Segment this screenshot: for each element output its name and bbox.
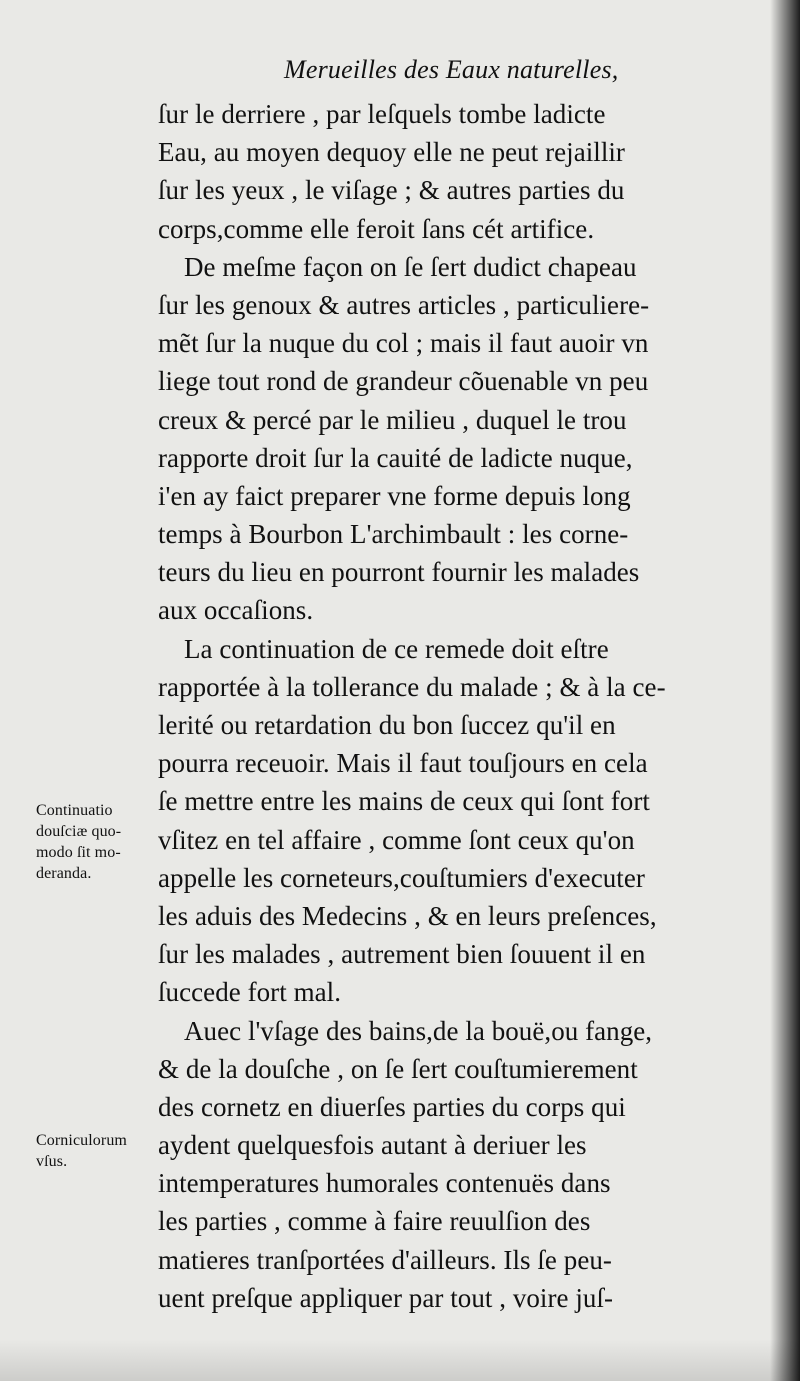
text-line: ſur les malades , autrement bien ſouuent il en: [158, 939, 646, 970]
text-line: corps,comme elle feroit ſans cét artifice.: [158, 213, 595, 244]
text-line: les parties , comme à faire reuulſion des: [158, 1206, 591, 1237]
page-edge-shadow: [770, 0, 800, 1381]
text-line: Eau, au moyen dequoy elle ne peut rejaillir: [158, 137, 625, 168]
paragraph-start-line: De meſme façon on ſe ſert dudict chapeau: [184, 251, 637, 282]
margin-note-line: vſus.: [36, 1153, 68, 1170]
paragraph-start-line: La continuation de ce remede doit eſtre: [184, 633, 609, 664]
text-line: vſitez en tel affaire , comme ſont ceux qu'on: [158, 824, 635, 855]
margin-note-line: douſciæ quo-: [36, 823, 122, 840]
text-line: aydent quelquesfois autant à deriuer les: [158, 1130, 587, 1161]
text-line: lerité ou retardation du bon ſuccez qu'il en: [158, 710, 616, 740]
running-head: Merueilles des Eaux naturelles,: [284, 55, 619, 84]
text-line: temps à Bourbon L'archimbault : les corne-: [158, 519, 629, 550]
paragraph-start-line: Auec l'vſage des bains,de la bouë,ou fange,: [184, 1015, 653, 1046]
margin-note-corniculorum: [36, 1130, 127, 1172]
margin-note-line: Continuatio: [36, 802, 113, 819]
text-line: ſur le derriere , par leſquels tombe ladicte: [158, 99, 606, 129]
text-line: i'en ay faict preparer vne forme depuis long: [158, 480, 631, 511]
margin-note-line: Corniculorum: [36, 1132, 127, 1149]
margin-note-line: modo ſit mo-: [36, 844, 121, 861]
text-line: ſuccede fort mal.: [158, 977, 342, 1008]
text-line: ſur les yeux , le viſage ; & autres parties du: [158, 175, 625, 206]
text-line: pourra receuoir. Mais il faut touſjours en cela: [158, 748, 648, 779]
text-line: matieres tranſportées d'ailleurs. Ils ſe peu-: [158, 1244, 612, 1275]
text-line: creux & percé par le milieu , duquel le trou: [158, 404, 627, 435]
text-line: des cornetz en diuerſes parties du corps qui: [158, 1091, 626, 1122]
text-line: appelle les corneteurs,couſtumiers d'executer: [158, 862, 645, 893]
main-text-block: [158, 95, 754, 1317]
text-line: rapporte droit ſur la cauité de ladicte nuque,: [158, 442, 633, 473]
text-line: les aduis des Medecins , & en leurs preſences,: [158, 900, 657, 931]
margin-note-line: deranda.: [36, 865, 92, 882]
text-line: & de la douſche , on ſe ſert couſtumierement: [158, 1053, 638, 1084]
page-bottom-shadow: [0, 1339, 800, 1381]
text-line: ſe mettre entre les mains de ceux qui ſont fort: [158, 786, 650, 817]
text-line: intemperatures humorales contenuës dans: [158, 1168, 611, 1199]
text-line: rapportée à la tollerance du malade ; & à la ce-: [158, 671, 666, 702]
text-line: mẽt ſur la nuque du col ; mais il faut auoir vn: [158, 328, 649, 359]
text-line: uent preſque appliquer par tout , voire juſ-: [158, 1282, 614, 1313]
text-line: aux occaſions.: [158, 595, 314, 626]
text-line: ſur les genoux & autres articles , particuliere-: [158, 289, 650, 320]
text-line: teurs du lieu en pourront fournir les malades: [158, 557, 640, 588]
text-line: liege tout rond de grandeur cõuenable vn peu: [158, 366, 649, 397]
margin-note-continuatio: [36, 800, 121, 884]
